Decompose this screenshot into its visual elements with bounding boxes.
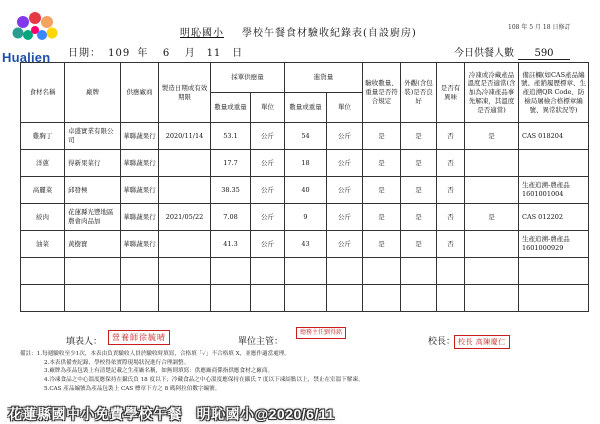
cell-brand: 花蓮縣光豐地區農會肉品加 <box>65 204 121 231</box>
header-purchase-qty: 數量或重量 <box>211 93 251 123</box>
cell-supplier <box>121 285 159 312</box>
cell-received-qty: 18 <box>285 150 327 177</box>
cell-check <box>363 258 401 285</box>
revision-date: 108 年 5 月 18 日修訂 <box>508 24 571 31</box>
cell-check <box>363 285 401 312</box>
form-title: 學校午餐食材驗收紀錄表(自設廚房) <box>242 28 417 39</box>
note-item: 5.CAS 產品編號為產品包裝上 CAS 標章下方之 8 碼阿拉伯數字編號。 <box>44 385 221 392</box>
date-year: 109 <box>108 48 131 59</box>
cell-purchase-unit: 公斤 <box>251 123 285 150</box>
meal-count <box>454 44 570 60</box>
cell-odor <box>437 285 465 312</box>
header-received-unit: 單位 <box>327 93 363 123</box>
cell-received-qty: 40 <box>285 177 327 204</box>
note-item: 4.冷凍食品之中心溫度應保持在攝氏負 18 度以下；冷藏食品之中心溫度應保持在攝氏 7 度以下凍結點以上，禁止在室溫下解凍。 <box>44 376 364 383</box>
header-mfg: 製造日期或有效期限 <box>159 63 211 123</box>
cell-mfg <box>159 231 211 258</box>
cell-odor: 否 <box>437 150 465 177</box>
cell-frozen <box>465 177 519 204</box>
cell-name <box>21 258 65 285</box>
table-row <box>21 204 589 231</box>
cell-received-unit <box>327 258 363 285</box>
cell-frozen: 是 <box>465 123 519 150</box>
cell-brand: 得新果菜行 <box>65 150 121 177</box>
cell-frozen <box>465 150 519 177</box>
date-year-unit: 年 <box>137 48 149 59</box>
cell-mfg: 2021/05/22 <box>159 204 211 231</box>
cell-appearance <box>401 258 437 285</box>
cell-odor <box>437 258 465 285</box>
cell-appearance: 是 <box>401 231 437 258</box>
principal-stamp: 校長 高陳慶仁 <box>454 335 510 349</box>
cell-remarks <box>519 150 589 177</box>
header-name: 食材名稱 <box>21 63 65 123</box>
header-appearance: 外觀(含包裝)是否良好 <box>401 63 437 123</box>
school-name: 明恥國小 <box>180 28 224 39</box>
cell-received-unit: 公斤 <box>327 123 363 150</box>
cell-purchase-unit <box>251 258 285 285</box>
header-remarks: 備註欄(如CAS產品編號、產銷履歷標章、生產追溯QR Code、防檢局屠檢合格標章編號、異常狀況等) <box>519 63 589 123</box>
cell-supplier <box>121 258 159 285</box>
cell-supplier: 華聯蔬果行 <box>121 177 159 204</box>
cell-brand: 邱發極 <box>65 177 121 204</box>
cell-remarks <box>519 258 589 285</box>
cell-brand <box>65 285 121 312</box>
date-month: 6 <box>162 48 171 59</box>
date-day-unit: 日 <box>232 48 244 59</box>
supervisor-label: 單位主管： <box>238 337 284 347</box>
cell-mfg <box>159 258 211 285</box>
cell-purchase-qty: 17.7 <box>211 150 251 177</box>
cell-odor: 否 <box>437 204 465 231</box>
cell-appearance: 是 <box>401 204 437 231</box>
cell-received-unit: 公斤 <box>327 204 363 231</box>
cell-name: 絞肉 <box>21 204 65 231</box>
cell-received-unit <box>327 285 363 312</box>
filler-label: 填表人： <box>66 337 103 347</box>
cell-received-qty: 43 <box>285 231 327 258</box>
inspection-table <box>20 62 589 312</box>
principal-label: 校長： <box>428 337 456 347</box>
table-row <box>21 258 589 285</box>
cell-remarks: 生產追溯-農產品 1601000929 <box>519 231 589 258</box>
date-month-unit: 月 <box>184 48 196 59</box>
logo-text: Hualien <box>2 50 51 65</box>
cell-received-qty <box>285 258 327 285</box>
cell-remarks: 生產追溯-農產品 1601001004 <box>519 177 589 204</box>
cell-odor: 否 <box>437 231 465 258</box>
cell-received-qty <box>285 285 327 312</box>
table-row <box>21 285 589 312</box>
cell-supplier: 華聯蔬果行 <box>121 123 159 150</box>
filler-stamp: 營養師徐毓晴 <box>108 330 170 345</box>
cell-odor: 否 <box>437 123 465 150</box>
cell-brand: 卓盛實業有限公司 <box>65 123 121 150</box>
cell-check: 是 <box>363 150 401 177</box>
header-purchase: 採單供應量 <box>211 63 285 93</box>
cell-purchase-unit <box>251 285 285 312</box>
header-check-qty: 驗收數量、重量是否符合規定 <box>363 63 401 123</box>
cell-name: 高麗菜 <box>21 177 65 204</box>
cell-check: 是 <box>363 204 401 231</box>
cell-mfg <box>159 150 211 177</box>
cell-mfg <box>159 285 211 312</box>
cell-purchase-unit: 公斤 <box>251 231 285 258</box>
cell-purchase-qty: 41.3 <box>211 231 251 258</box>
header-received-qty: 數量或重量 <box>285 93 327 123</box>
cell-brand <box>65 258 121 285</box>
cell-received-unit: 公斤 <box>327 150 363 177</box>
note-item: 3.廠牌為產品包裝上有清楚記載之生產廠名稱，如無則填寫：供應廠商係指供應食材之廠商。 <box>44 368 274 375</box>
note-item: 2.本表供備查紀錄，學校得依實際現場狀況進行合理調整。 <box>44 359 190 366</box>
cell-received-unit: 公斤 <box>327 177 363 204</box>
cell-appearance: 是 <box>401 150 437 177</box>
note-item: 備註：1.每週驗收至少1次，本表由負責驗收人員於驗收時填寫，合格填「✓」不合格填 X，並應作適當處理。 <box>20 351 290 357</box>
table-row <box>21 177 589 204</box>
cell-remarks <box>519 285 589 312</box>
cell-check: 是 <box>363 177 401 204</box>
table-row <box>21 150 589 177</box>
cell-received-qty: 54 <box>285 123 327 150</box>
page-title <box>180 24 417 39</box>
date-line <box>68 44 243 59</box>
cell-mfg: 2020/11/14 <box>159 123 211 150</box>
cell-received-qty: 9 <box>285 204 327 231</box>
table-row <box>21 231 589 258</box>
cell-name <box>21 285 65 312</box>
cell-frozen <box>465 231 519 258</box>
supervisor-stamp: 總務主任劉得銘 <box>296 327 346 339</box>
header-received: 進貨量 <box>285 63 363 93</box>
cell-purchase-qty <box>211 285 251 312</box>
cell-supplier: 華聯蔬果行 <box>121 204 159 231</box>
cell-odor: 否 <box>437 177 465 204</box>
meal-count-label: 今日供餐人數 <box>454 48 514 59</box>
header-odor: 是否有異味 <box>437 63 465 123</box>
cell-purchase-qty <box>211 258 251 285</box>
cell-name: 雞胸丁 <box>21 123 65 150</box>
header-brand: 廠牌 <box>65 63 121 123</box>
watermark-caption: 花蓮縣國中小免費學校午餐 明恥國小@2020/6/11 <box>8 406 335 422</box>
cell-frozen <box>465 258 519 285</box>
cell-check: 是 <box>363 123 401 150</box>
cell-mfg <box>159 177 211 204</box>
cell-brand: 黃樹寶 <box>65 231 121 258</box>
table-row <box>21 123 589 150</box>
cell-purchase-qty: 38.35 <box>211 177 251 204</box>
cell-appearance: 是 <box>401 177 437 204</box>
cell-appearance: 是 <box>401 123 437 150</box>
header-supplier: 供應廠商 <box>121 63 159 123</box>
cell-check: 是 <box>363 231 401 258</box>
meal-count-value: 590 <box>518 48 570 60</box>
date-prefix: 日期： <box>68 48 101 59</box>
cell-supplier: 華聯蔬果行 <box>121 231 159 258</box>
cell-purchase-unit: 公斤 <box>251 204 285 231</box>
header-purchase-unit: 單位 <box>251 93 285 123</box>
cell-name: 油菜 <box>21 231 65 258</box>
cell-purchase-unit: 公斤 <box>251 177 285 204</box>
notes <box>20 350 590 393</box>
cell-remarks: CAS 012202 <box>519 204 589 231</box>
cell-purchase-unit: 公斤 <box>251 150 285 177</box>
cell-frozen <box>465 285 519 312</box>
header-frozen: 冷凍或冷藏產品溫度是否適當(含加為冷凍產品事先解凍，其溫度是否適當) <box>465 63 519 123</box>
cell-purchase-qty: 7.08 <box>211 204 251 231</box>
cell-name: 洋蔥 <box>21 150 65 177</box>
cell-received-unit: 公斤 <box>327 231 363 258</box>
cell-purchase-qty: 53.1 <box>211 123 251 150</box>
cell-supplier: 華聯蔬果行 <box>121 150 159 177</box>
date-day: 11 <box>206 48 222 59</box>
cell-remarks: CAS 018204 <box>519 123 589 150</box>
cell-appearance <box>401 285 437 312</box>
cell-frozen: 是 <box>465 204 519 231</box>
